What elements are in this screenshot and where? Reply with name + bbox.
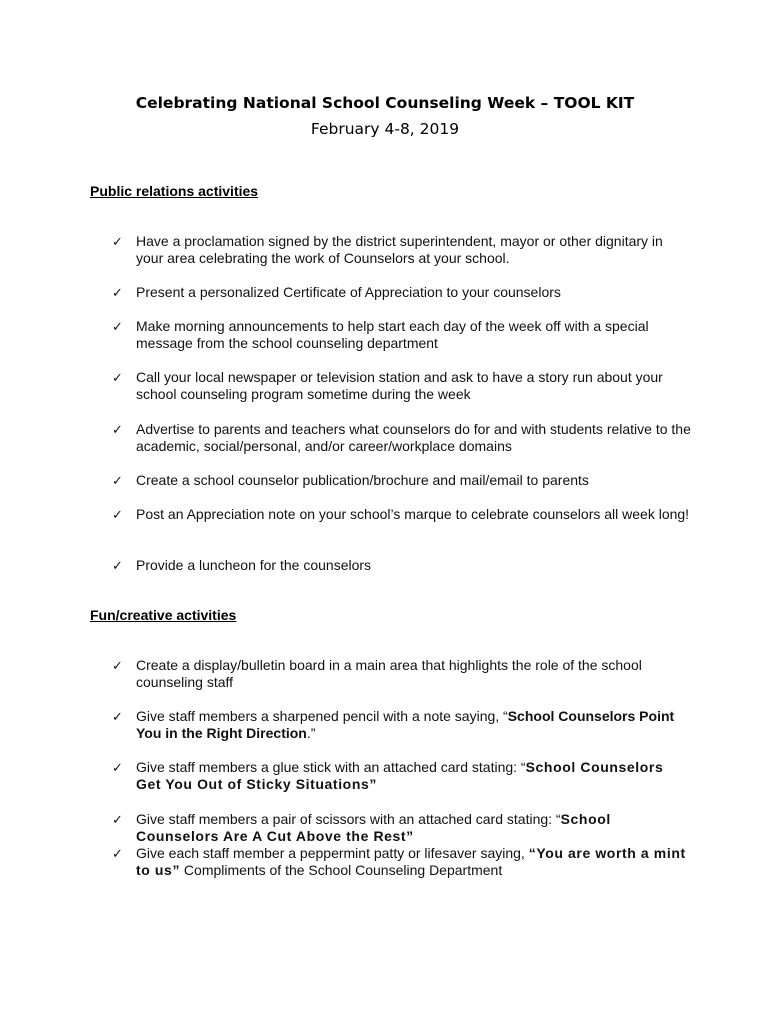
- list-item-text: Give staff members a sharpened pencil with a note saying, “: [136, 708, 508, 724]
- document-date: February 4-8, 2019: [310, 120, 460, 138]
- list-item: [112, 845, 692, 879]
- list-item-bold-text: School Counselors Point You in the Right Direction: [136, 708, 675, 741]
- checkmark-icon: ✓: [112, 846, 123, 861]
- list-item-text: Present a personalized Certificate of Appreciation to your counselors: [136, 284, 561, 300]
- list-item: [112, 811, 692, 845]
- list-item-text: Give each staff member a peppermint patty or lifesaver saying,: [136, 845, 529, 861]
- section-heading-public-relations: Public relations activities: [90, 183, 259, 199]
- list-item-text: Provide a luncheon for the counselors: [136, 557, 372, 573]
- list-item-text: Advertise to parents and teachers what counselors do for and with students relative to the academic, social/personal, and/or career/workplace domains: [136, 421, 691, 454]
- checkmark-icon: ✓: [112, 558, 123, 573]
- list-item: [112, 369, 692, 403]
- checkmark-icon: ✓: [112, 370, 123, 385]
- checkmark-icon: ✓: [112, 285, 123, 300]
- document-title: Celebrating National School Counseling Week – TOOL KIT: [135, 94, 635, 112]
- list-item: [112, 759, 692, 793]
- checkmark-icon: ✓: [112, 422, 123, 437]
- checkmark-icon: ✓: [112, 709, 123, 724]
- list-item-text: Give staff members a glue stick with an attached card stating: “: [136, 759, 526, 775]
- list-item-text: Call your local newspaper or television station and ask to have a story run about your school counseling program sometime during the week: [136, 369, 663, 402]
- list-item-text: Post an Appreciation note on your school’s marque to celebrate counselors all week long!: [136, 506, 690, 522]
- checkmark-icon: ✓: [112, 760, 123, 775]
- checkmark-icon: ✓: [112, 658, 123, 673]
- list-item: [112, 318, 692, 352]
- list-item: [112, 284, 561, 301]
- checkmark-icon: ✓: [112, 319, 123, 334]
- checkmark-icon: ✓: [112, 812, 123, 827]
- list-item-text: Have a proclamation signed by the district superintendent, mayor or other dignitary in your area celebrating the work of Counselors at your school.: [136, 233, 663, 266]
- list-item-text: Give staff members a pair of scissors with an attached card stating: “: [136, 811, 561, 827]
- list-item: [112, 708, 692, 742]
- list-item-text: Create a display/bulletin board in a main area that highlights the role of the school counseling staff: [136, 657, 642, 690]
- list-item: [112, 657, 692, 691]
- list-item-text: .”: [306, 725, 316, 741]
- list-item-bold-text: School Counselors Are A Cut Above the Rest”: [136, 811, 611, 844]
- checkmark-icon: ✓: [112, 234, 123, 249]
- list-item-text: Compliments of the School Counseling Department: [180, 862, 503, 878]
- section-heading-fun-creative: Fun/creative activities: [90, 607, 237, 623]
- checkmark-icon: ✓: [112, 507, 123, 522]
- checkmark-icon: ✓: [112, 473, 123, 488]
- list-item: [112, 472, 589, 489]
- list-item-bold-text: “You are worth a mint to us”: [136, 845, 686, 878]
- list-item: [112, 421, 692, 455]
- list-item: [112, 506, 689, 523]
- list-item: [112, 557, 371, 574]
- list-item-bold-text: School Counselors Get You Out of Sticky Situations”: [136, 759, 664, 792]
- list-item-text: Create a school counselor publication/brochure and mail/email to parents: [136, 472, 589, 488]
- list-item: [112, 233, 692, 267]
- list-item-text: Make morning announcements to help start each day of the week off with a special message from the school counseling department: [136, 318, 649, 351]
